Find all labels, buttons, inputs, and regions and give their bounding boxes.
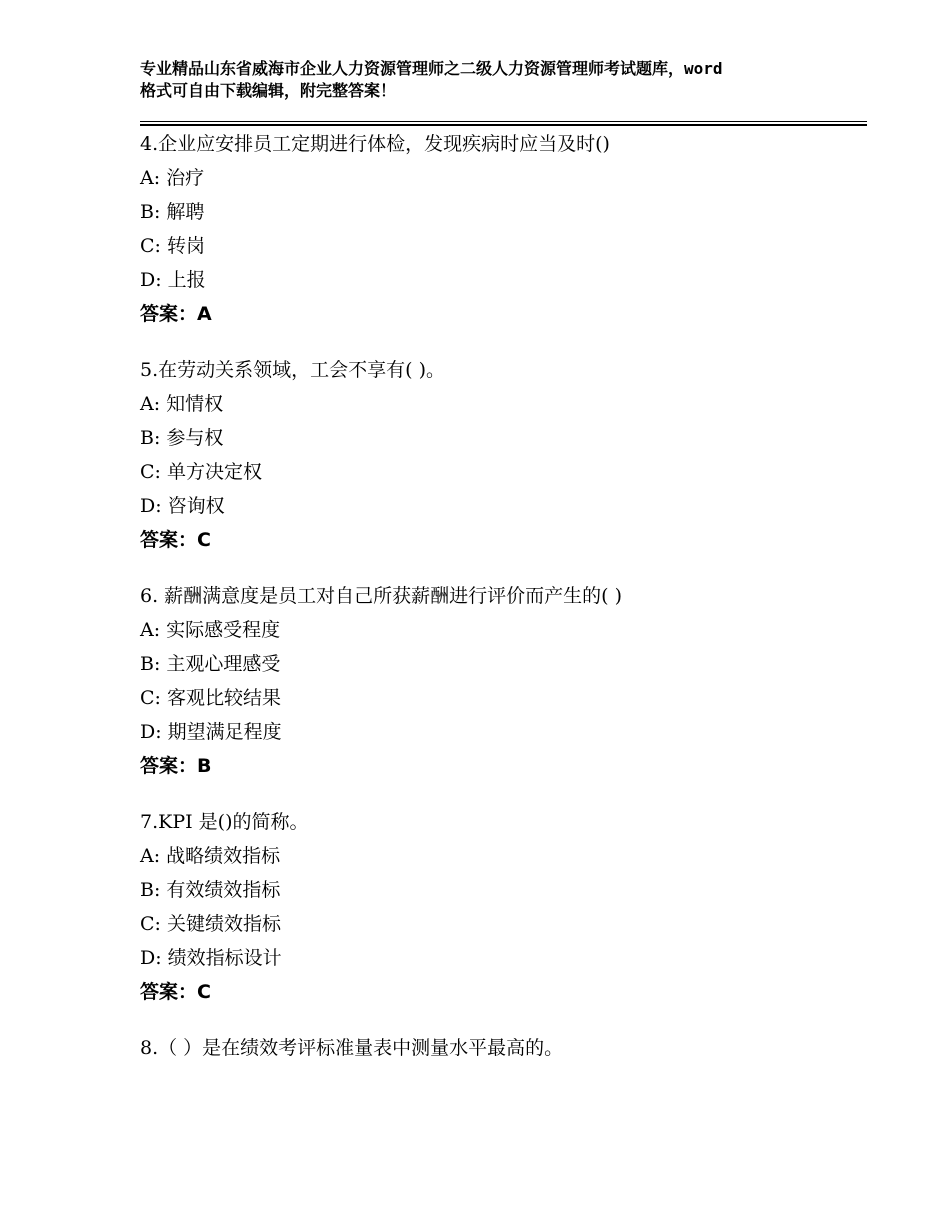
answer-label: 答案：C bbox=[140, 529, 211, 551]
question-5 bbox=[140, 353, 860, 557]
answer-label: 答案：A bbox=[140, 303, 212, 325]
option-b: B: 有效绩效指标 bbox=[140, 879, 281, 901]
option-c: C: 转岗 bbox=[140, 235, 205, 257]
option-d: D: 上报 bbox=[140, 269, 206, 291]
question-stem: 8.（ ）是在绩效考评标准量表中测量水平最高的。 bbox=[140, 1037, 564, 1059]
option-d: D: 绩效指标设计 bbox=[140, 947, 282, 969]
answer-label: 答案：B bbox=[140, 755, 212, 777]
question-6 bbox=[140, 579, 860, 783]
option-a: A: 实际感受程度 bbox=[140, 619, 281, 641]
question-stem: 5.在劳动关系领域，工会不享有( )。 bbox=[140, 359, 445, 381]
option-d: D: 期望满足程度 bbox=[140, 721, 282, 743]
question-7 bbox=[140, 805, 860, 1009]
option-c: C: 关键绩效指标 bbox=[140, 913, 281, 935]
question-stem: 4.企业应安排员工定期进行体检，发现疾病时应当及时() bbox=[140, 133, 610, 155]
option-b: B: 解聘 bbox=[140, 201, 205, 223]
header-line-1: 专业精品山东省威海市企业人力资源管理师之二级人力资源管理师考试题库，word bbox=[140, 59, 723, 78]
question-4 bbox=[140, 127, 860, 331]
option-a: A: 知情权 bbox=[140, 393, 224, 415]
document-header bbox=[140, 58, 830, 102]
option-b: B: 主观心理感受 bbox=[140, 653, 281, 675]
option-c: C: 单方决定权 bbox=[140, 461, 262, 483]
option-a: A: 治疗 bbox=[140, 167, 205, 189]
option-c: C: 客观比较结果 bbox=[140, 687, 281, 709]
option-a: A: 战略绩效指标 bbox=[140, 845, 281, 867]
header-line-2: 格式可自由下载编辑，附完整答案！ bbox=[140, 81, 397, 100]
question-list bbox=[140, 127, 860, 1087]
question-8 bbox=[140, 1031, 860, 1065]
option-d: D: 咨询权 bbox=[140, 495, 225, 517]
header-divider-thick bbox=[140, 124, 867, 126]
option-b: B: 参与权 bbox=[140, 427, 224, 449]
question-stem: 6. 薪酬满意度是员工对自己所获薪酬进行评价而产生的( ) bbox=[140, 585, 623, 607]
question-stem: 7.KPI 是()的简称。 bbox=[140, 811, 309, 833]
header-divider-thin bbox=[140, 121, 867, 122]
answer-label: 答案：C bbox=[140, 981, 211, 1003]
